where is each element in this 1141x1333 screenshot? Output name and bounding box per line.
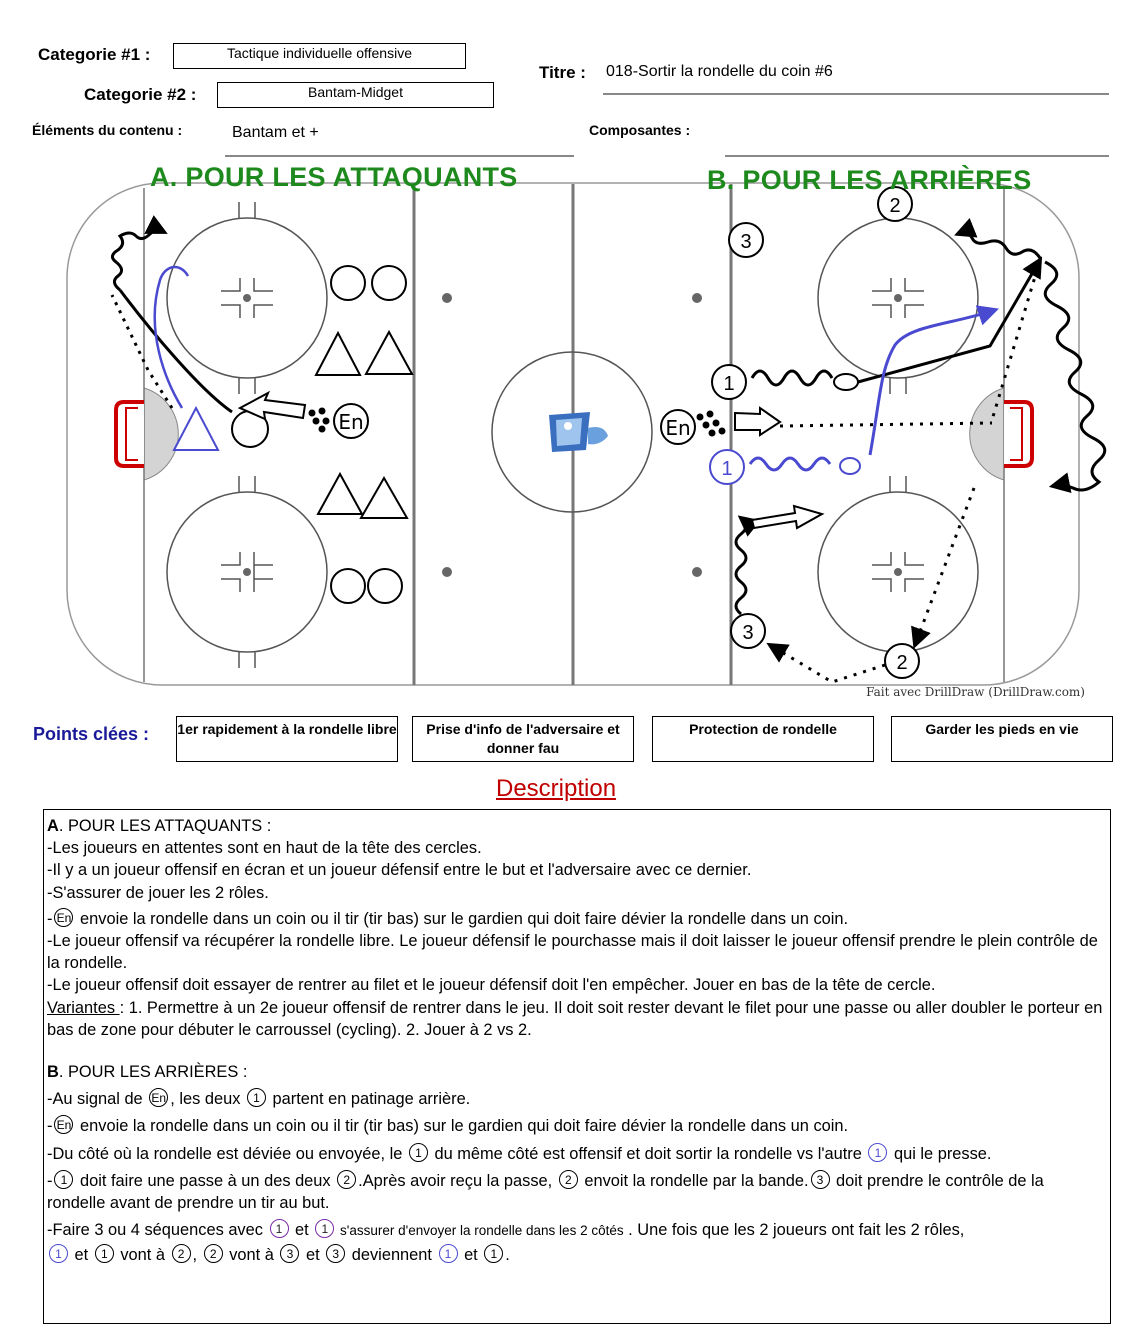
- left-goal: [116, 402, 144, 466]
- player-3-icon: 3: [326, 1244, 345, 1263]
- player-1-icon: 1: [247, 1088, 266, 1107]
- title-label: Titre :: [539, 63, 586, 82]
- player-1-icon: 1: [409, 1143, 428, 1162]
- key-point-4: Garder les pieds en vie: [891, 716, 1113, 762]
- player-1-icon: 1: [95, 1244, 114, 1263]
- category1-field[interactable]: Tactique individuelle offensive: [173, 43, 466, 69]
- player-2-icon: 2: [204, 1244, 223, 1263]
- player-1-icon: 1: [54, 1170, 73, 1189]
- key-point-1: 1er rapidement à la rondelle libre: [176, 716, 398, 762]
- key-point-2: Prise d'info de l'adversaire et donner fau: [412, 716, 634, 762]
- player-1-purple-icon: 1: [315, 1219, 334, 1238]
- svg-text:En: En: [338, 410, 364, 434]
- coach-icon: En: [54, 908, 73, 927]
- svg-text:1: 1: [723, 373, 735, 395]
- svg-text:2: 2: [889, 195, 901, 217]
- player-1-blue-icon: 1: [868, 1143, 887, 1162]
- right-goal: [1004, 402, 1032, 466]
- player-2-icon: 2: [559, 1170, 578, 1189]
- section-b-title: B. POUR LES ARRIÈRES: [707, 165, 1032, 195]
- category2-field[interactable]: Bantam-Midget: [217, 82, 494, 108]
- composantes-label: Composantes :: [589, 122, 691, 138]
- section-a-title: A. POUR LES ATTAQUANTS: [150, 162, 518, 192]
- title-value: 018-Sortir la rondelle du coin #6: [606, 63, 833, 80]
- description-box: A. POUR LES ATTAQUANTS : -Les joueurs en attentes sont en haut de la tête des cercles. -Il y a un joueur offensif en écran et un joueur défensif entre le but et l'adversaire avec ce dernier. -S'assurer de jouer les 2 rôles. - En envoie la rondelle dans un coin ou il tir (tir bas) sur le gardien qui doit faire dévier la rondelle dans un coin. -Le joueur offensif va récupérer la rondelle libre. Le joueur défensif le pourchasse mais il doit laisser le joueur offensif prendre le plein contrôle de la rondelle. -Le joueur offensif doit essayer de rentrer au filet et le joueur défensif doit l'en empêcher. Jouer en bas de la tête de cercle. Variantes : 1. Permettre à un 2e joueur offensif de rentrer dans le jeu. Il doit soit rester devant le filet pour une passe ou aller doubler le porteur en bas de zone pour débuter le carroussel (cycling). 2. Jouer à 2 vs 2. B. POUR LES ARRIÈRES : -Au signal de En , les deux 1 partent en patinage arrière. - En envoie la rondelle dans un coin ou il tir (tir bas) sur le gardien qui doit faire dévier la rondelle dans un coin. -Du côté où la rondelle est déviée ou envoyée, le 1 du même côté est offensif et doit sortir la rondelle vs l'autre 1 qui le presse. - 1 doit faire une passe à un des deux 2 .Après avoir reçu la passe, 2 envoit la rondelle par la bande. 3 doit prendre le contrôle de la rondelle avant de prendre un tir au but. -Faire 3 ou 4 séquences avec 1 et 1 s'assurer d'envoyer la rondelle dans les 2 côtés . Une fois que les 2 joueurs ont fait les 2 rôles, 1 et 1 vont à 2 , 2 vont à 3 et 3 deviennent 1 et 1 .: [43, 809, 1111, 1324]
- svg-text:En: En: [665, 416, 691, 440]
- key-point-3: Protection de rondelle: [652, 716, 874, 762]
- svg-text:1: 1: [721, 458, 733, 480]
- description-title: Description: [496, 775, 617, 802]
- drilldraw-credit: Fait avec DrillDraw (DrillDraw.com): [866, 685, 1085, 699]
- player-2-icon: 2: [337, 1170, 356, 1189]
- elements-value: Bantam et +: [232, 124, 319, 141]
- svg-text:2: 2: [896, 652, 908, 674]
- player-1-blue-icon: 1: [439, 1244, 458, 1263]
- category1-label: Categorie #1 :: [38, 45, 151, 64]
- coach-icon: En: [54, 1115, 73, 1134]
- player-1-purple-icon: 1: [270, 1219, 289, 1238]
- svg-text:3: 3: [740, 231, 752, 253]
- player-1-icon: 1: [484, 1244, 503, 1263]
- player-3-icon: 3: [811, 1170, 830, 1189]
- coach-icon: En: [149, 1088, 168, 1107]
- player-2-icon: 2: [172, 1244, 191, 1263]
- player-3-icon: 3: [280, 1244, 299, 1263]
- elements-label: Éléments du contenu :: [32, 122, 183, 138]
- player-1-blue-icon: 1: [49, 1244, 68, 1263]
- category2-label: Categorie #2 :: [84, 85, 197, 104]
- key-points-label: Points clées :: [33, 724, 150, 744]
- svg-text:3: 3: [742, 622, 754, 644]
